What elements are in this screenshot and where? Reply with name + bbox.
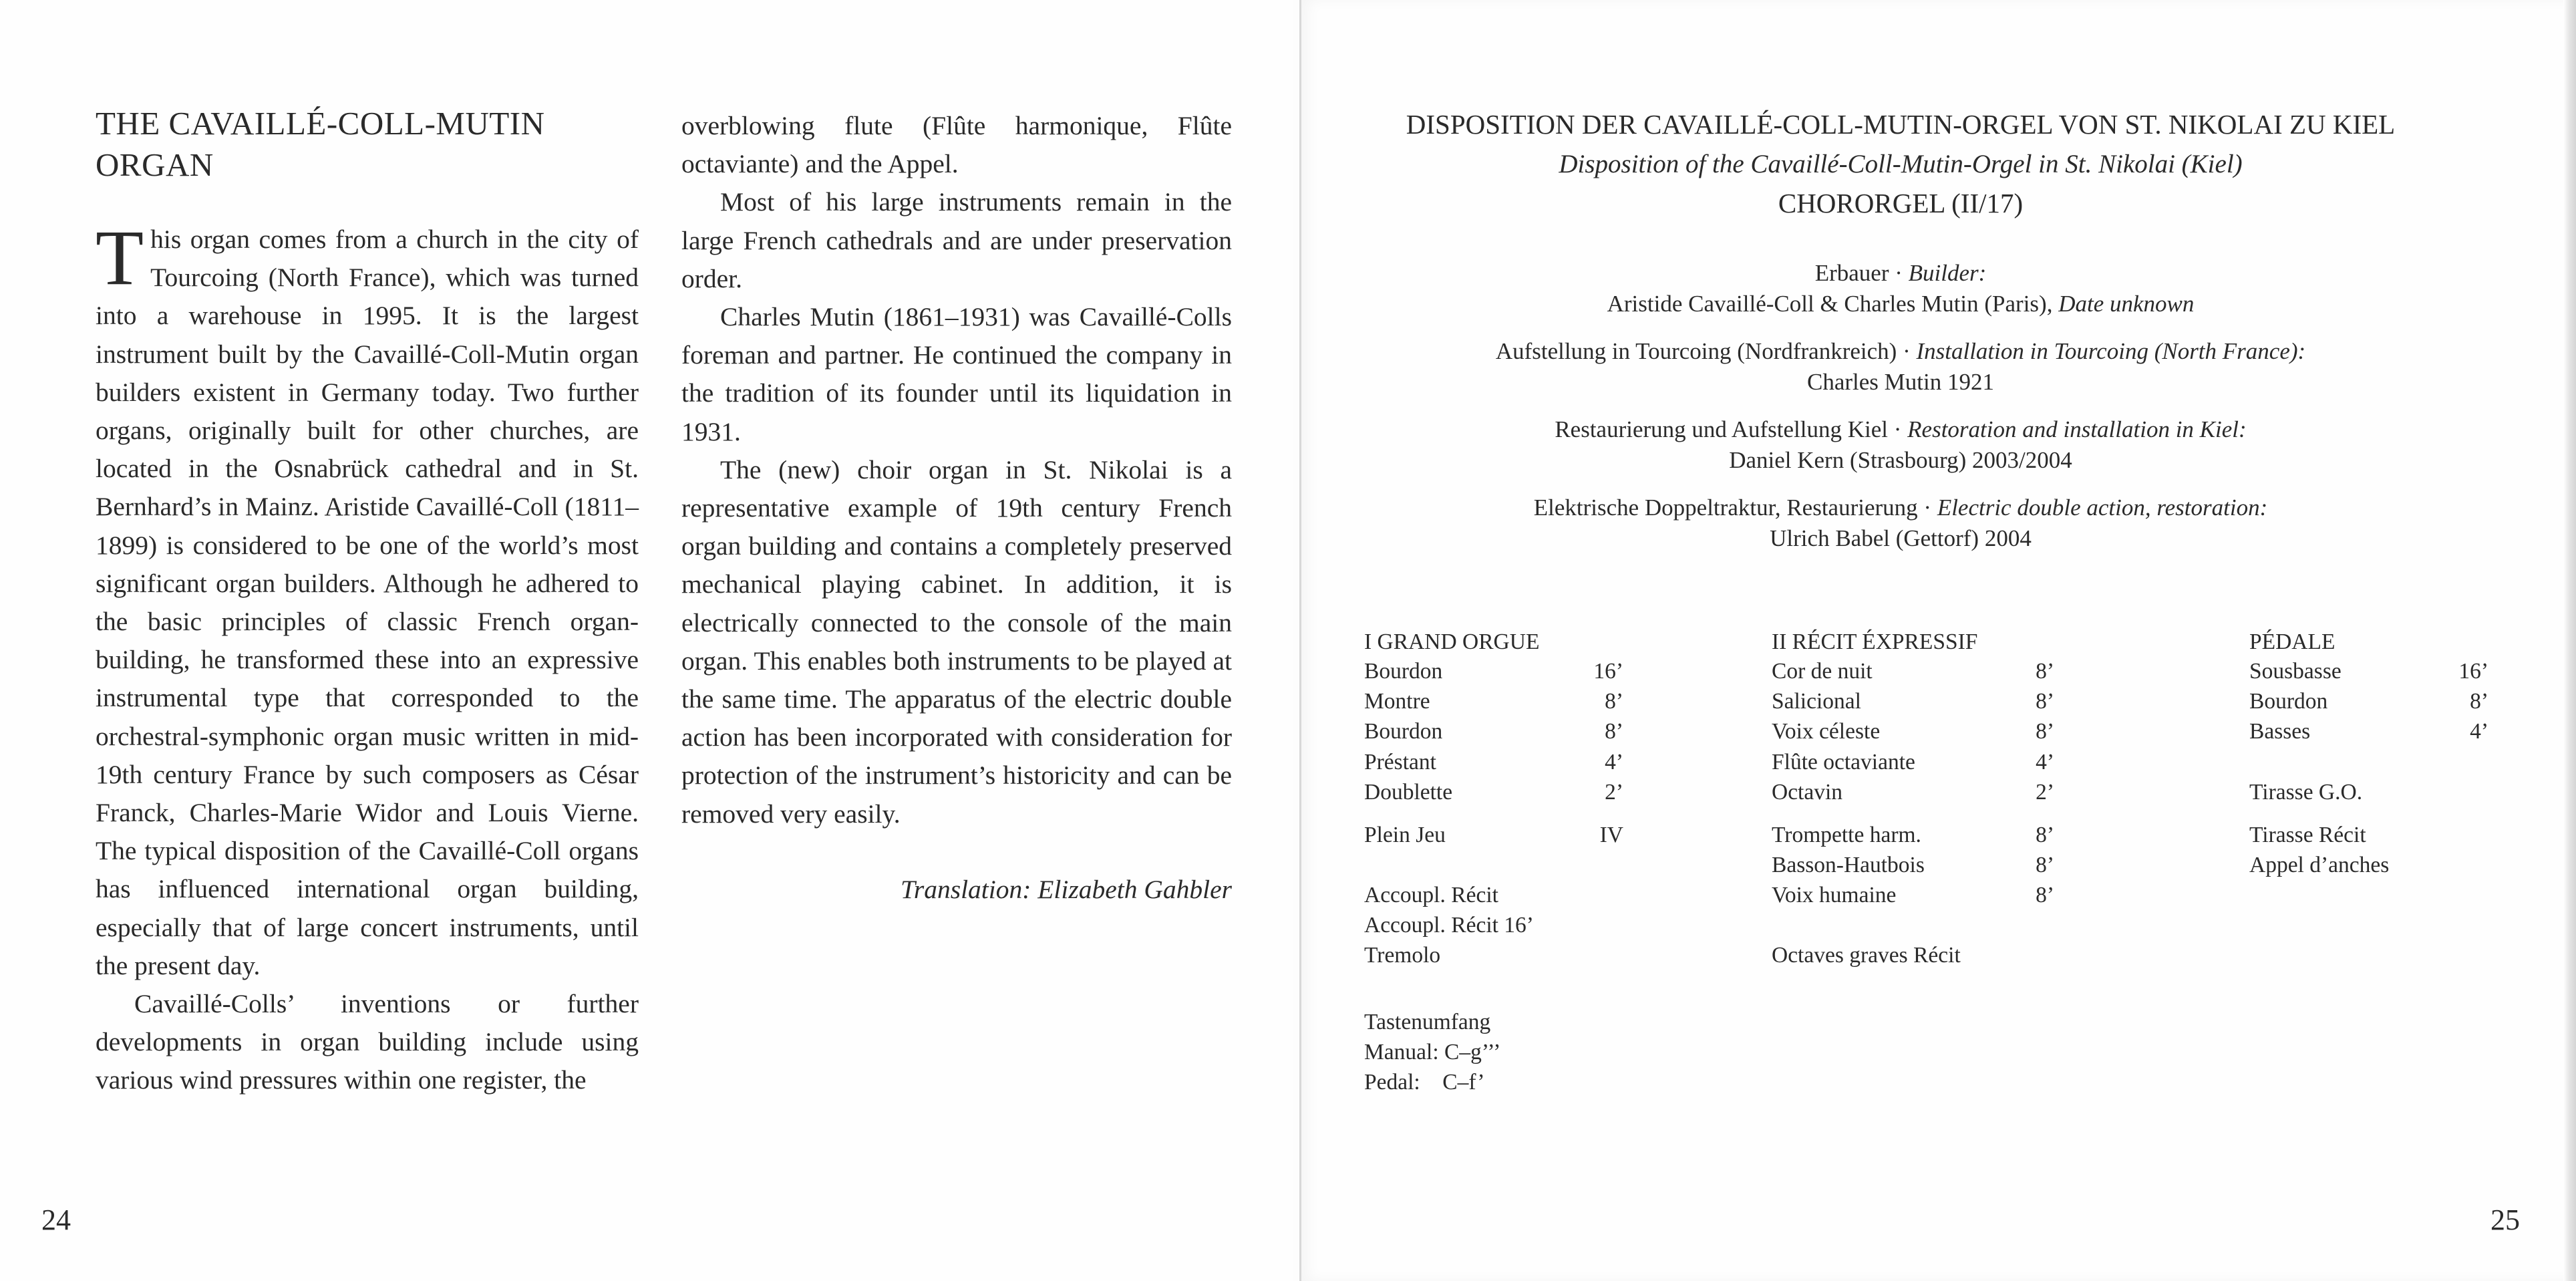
- stop-name: Voix humaine: [1772, 883, 1897, 907]
- paragraph: overblowing flute (Flûte harmonique, Flûte octaviante) and the Appel.: [681, 111, 1232, 179]
- stop-pitch: 8’: [2036, 823, 2054, 847]
- heading-line: THE CAVAILLÉ-COLL-MUTIN: [96, 105, 545, 142]
- stop-pitch: 4’: [1605, 750, 1623, 774]
- stop-name: Montre: [1364, 689, 1430, 714]
- separator: ·: [1903, 338, 1911, 364]
- fact-label: [1299, 492, 2502, 523]
- heading-line: ORGAN: [96, 146, 214, 183]
- title-english: Disposition of the Cavaillé-Coll-Mutin-Orgel in St. Nikolai (Kiel): [1559, 150, 2243, 178]
- coupler-item: Tremolo: [1364, 943, 1441, 968]
- stop-name: Trompette harm.: [1772, 823, 1921, 847]
- stop-name: Octavin: [1772, 780, 1843, 805]
- fact-value: Daniel Kern (Strasbourg) 2003/2004: [1729, 447, 2072, 473]
- fact-label: [1299, 258, 2502, 289]
- compass-line: Tastenumfang: [1364, 1010, 1491, 1034]
- stop-pitch: 8’: [2036, 883, 2054, 907]
- stop-pitch: 4’: [2036, 750, 2054, 774]
- stop-name: Sousbasse: [2249, 659, 2342, 684]
- stop-name: Bourdon: [2249, 689, 2328, 714]
- title-german: DISPOSITION DER CAVAILLÉ-COLL-MUTIN-ORGEL VON ST. NIKOLAI ZU KIEL: [1406, 109, 2396, 140]
- article-heading: [96, 103, 544, 186]
- compass-line: Manual: C–g’’’: [1364, 1040, 1501, 1064]
- label-en: Electric double action, restoration:: [1937, 494, 2268, 521]
- value-italic: Date unknown: [2058, 291, 2195, 317]
- fact-electric-action: [1299, 492, 2502, 554]
- stop-pitch: 8’: [2470, 689, 2488, 714]
- stop-name: Basson-Hautbois: [1772, 853, 1925, 877]
- text-column-2: [681, 107, 1232, 909]
- stop-pitch: 16’: [2458, 659, 2488, 684]
- coupler-item: Accoupl. Récit 16’: [1364, 913, 1534, 938]
- subtitle: CHORORGEL (II/17): [1778, 188, 2024, 219]
- stop-name: Voix céleste: [1772, 719, 1881, 744]
- label-de: Restaurierung und Aufstellung Kiel: [1555, 416, 1888, 442]
- coupler-item: Octaves graves Récit: [1772, 943, 1961, 968]
- coupler-item: Tirasse G.O.: [2249, 780, 2363, 805]
- page-edge: [2563, 0, 2576, 1281]
- stop-name: Cor de nuit: [1772, 659, 1873, 684]
- stop-pitch: 8’: [1605, 689, 1623, 714]
- coupler-item: Appel d’anches: [2249, 853, 2390, 877]
- stop-pitch: 8’: [2036, 719, 2054, 744]
- fact-label: [1299, 414, 2502, 445]
- translation-credit: Translation: Elizabeth Gahbler: [901, 874, 1232, 904]
- fact-builder: [1299, 258, 2502, 319]
- stop-pitch: IV: [1599, 823, 1623, 847]
- stop-pitch: 8’: [2036, 853, 2054, 877]
- paragraph: The (new) choir organ in St. Nikolai is a representative example of 19th century French organ building and contains a completely preserved mechanical playing cabinet. In addition, it is electrically connected to the console of the main organ. This enables both instruments to be played at the same time. The apparatus of the electric double action has been incorporated with consideration for protection of the instrument’s historicity and can be removed very easily.: [681, 454, 1232, 829]
- stop-pitch: 16’: [1593, 659, 1623, 684]
- stop-name: Salicional: [1772, 689, 1861, 714]
- stop-name: Préstant: [1364, 750, 1436, 774]
- value: Aristide Cavaillé-Coll & Charles Mutin (Paris),: [1607, 291, 2053, 317]
- coupler-item: Tirasse Récit: [2249, 823, 2366, 847]
- paragraph: Cavaillé-Colls’ inventions or further developments in organ building include using various wind pressures within one register, the: [96, 989, 639, 1095]
- fact-value: Charles Mutin 1921: [1807, 369, 1994, 395]
- label-de: Elektrische Doppeltraktur, Restaurierung: [1533, 494, 1918, 521]
- fact-value: Ulrich Babel (Gettorf) 2004: [1770, 525, 2032, 551]
- fact-label: [1299, 336, 2502, 367]
- stop-pitch: 8’: [2036, 689, 2054, 714]
- label-en: Builder:: [1908, 260, 1987, 286]
- paragraph: Most of his large instruments remain in the large French cathedrals and are under preservation order.: [681, 187, 1232, 293]
- fact-value: [1299, 289, 2502, 319]
- stop-name: Plein Jeu: [1364, 823, 1446, 847]
- fact-restoration: [1299, 414, 2502, 476]
- separator: ·: [1895, 260, 1903, 286]
- stop-pitch: 8’: [2036, 659, 2054, 684]
- stop-pitch: 2’: [2036, 780, 2054, 805]
- division-header: II RÉCIT ÉXPRESSIF: [1772, 629, 1978, 654]
- compass-line: Pedal: C–f’: [1364, 1070, 1485, 1095]
- stop-pitch: 4’: [2470, 719, 2488, 744]
- stop-pitch: 8’: [1605, 719, 1623, 744]
- stop-name: Basses: [2249, 719, 2311, 744]
- page-number: 25: [2490, 1203, 2520, 1236]
- coupler-item: Accoupl. Récit: [1364, 883, 1498, 907]
- label-en: Installation in Tourcoing (North France):: [1916, 338, 2306, 364]
- paragraph: Charles Mutin (1861–1931) was Cavaillé-Colls foreman and partner. He continued the company in the tradition of its founder until its liquidation in 1931.: [681, 302, 1232, 446]
- stop-name: Bourdon: [1364, 659, 1443, 684]
- paragraph-text: his organ comes from a church in the city of Tourcoing (North France), which was turned into a warehouse in 1995. It is the largest instrument built by the Cavaillé-Coll-Mutin organ builders existent in Germany today. Two further organs, originally built for other churches, are located in the Osnabrück cathedral and in St. Bernhard’s in Mainz. Aristide Cavaillé-Coll (1811–1899) is considered to be one of the world’s most significant organ builders. Although he adhered to the basic principles of classic French organ-building, he transformed these into an expressive instrumental type that corresponded to the orchestral-symphonic organ music written in mid-19th century France by such composers as César Franck, Charles-Marie Widor and Louis Vierne. The typical disposition of the Cavaillé-Coll organs has influenced international organ building, especially that of large concert instruments, until the present day.: [96, 225, 639, 980]
- label-de: Aufstellung in Tourcoing (Nordfrankreich): [1495, 338, 1897, 364]
- division-header: I GRAND ORGUE: [1364, 629, 1540, 654]
- text-column-1: [96, 214, 639, 1100]
- division-header: PÉDALE: [2249, 629, 2336, 654]
- stop-name: Bourdon: [1364, 719, 1443, 744]
- drop-cap: T: [96, 214, 144, 301]
- label-en: Restoration and installation in Kiel:: [1907, 416, 2247, 442]
- separator: ·: [1893, 416, 1902, 442]
- stop-pitch: 2’: [1605, 780, 1623, 805]
- stop-name: Flûte octaviante: [1772, 750, 1915, 774]
- paragraph: [96, 214, 639, 985]
- fact-installation: [1299, 336, 2502, 398]
- stop-name: Doublette: [1364, 780, 1453, 805]
- label-de: Erbauer: [1814, 260, 1889, 286]
- separator: ·: [1923, 494, 1932, 521]
- page-number: 24: [41, 1203, 71, 1236]
